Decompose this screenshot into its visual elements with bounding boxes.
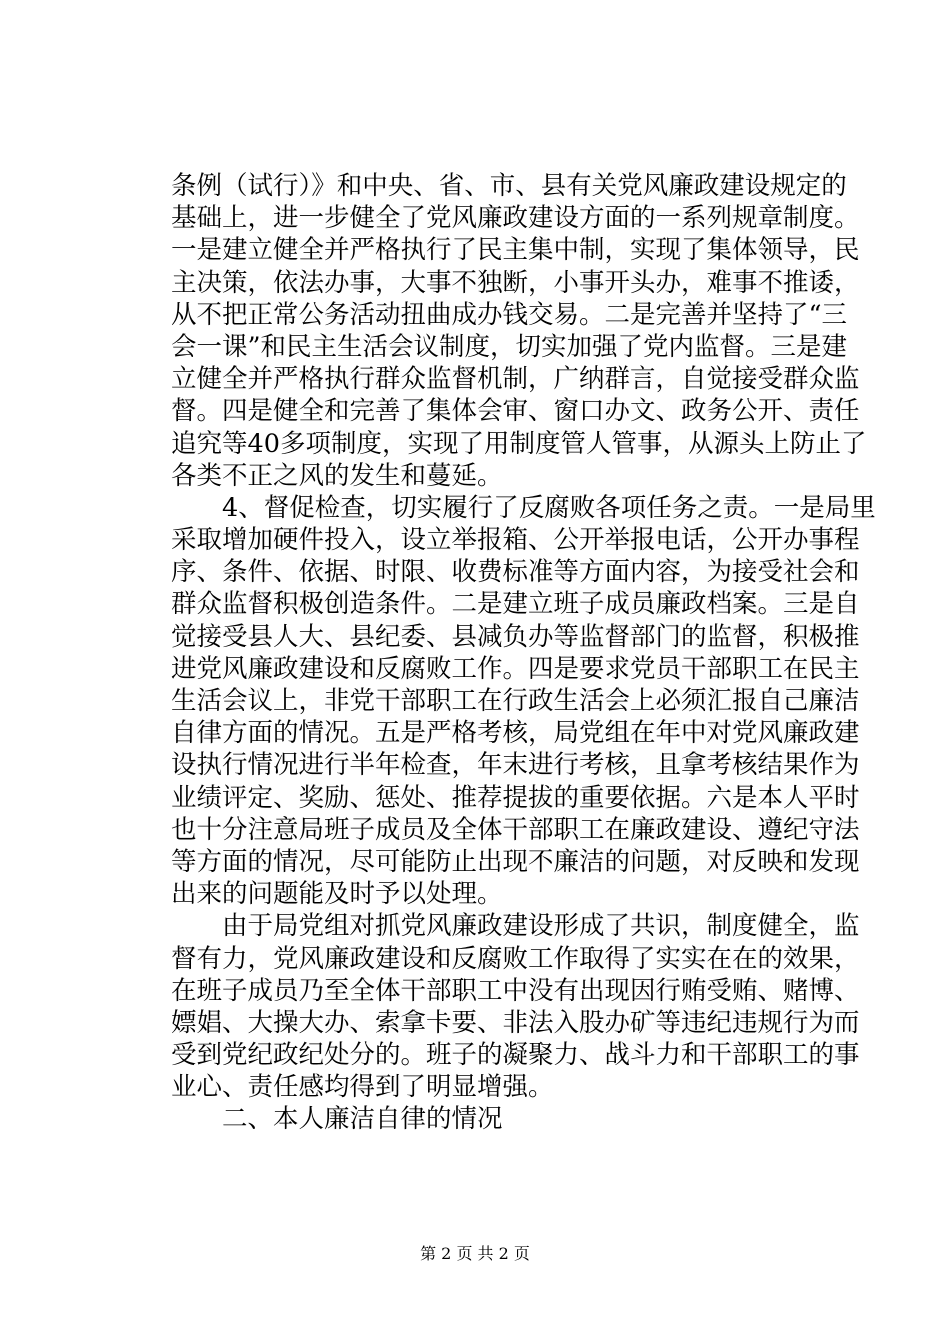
text-line: 序、条件、依据、时限、收费标准等方面内容，为接受社会和 <box>171 557 860 588</box>
text-line: 受到党纪政纪处分的。班子的凝聚力、战斗力和干部职工的事 <box>171 1040 860 1071</box>
text-line: 也十分注意局班子成员及全体干部职工在廉政建设、遵纪守法 <box>171 814 860 845</box>
text-line: 基础上，进一步健全了党风廉政建设方面的一系列规章制度。 <box>171 203 860 234</box>
text-line: 主决策，依法办事，大事不独断，小事开头办，难事不推诿， <box>171 267 860 298</box>
text-line: 由于局党组对抓党风廉政建设形成了共识，制度健全，监 <box>171 911 860 942</box>
text-line: 4、督促检查，切实履行了反腐败各项任务之责。一是局里 <box>171 492 876 523</box>
text-line: 进党风廉政建设和反腐败工作。四是要求党员干部职工在民主 <box>171 653 860 684</box>
text-line: 一是建立健全并严格执行了民主集中制，实现了集体领导，民 <box>171 235 860 266</box>
section-heading-text: 二、本人廉洁自律的情况 <box>171 1104 503 1135</box>
text-line: 从不把正常公务活动扭曲成办钱交易。二是完善并坚持了“三 <box>171 299 848 330</box>
text-line: 觉接受县人大、县纪委、县减负办等监督部门的监督，积极推 <box>171 621 860 652</box>
text-line: 设执行情况进行半年检查，年末进行考核，且拿考核结果作为 <box>171 750 860 781</box>
section-heading <box>171 1103 811 1135</box>
paragraph-results <box>171 910 860 1103</box>
text-line: 群众监督积极创造条件。二是建立班子成员廉政档案。三是自 <box>171 589 860 620</box>
text-line: 各类不正之风的发生和蔓延。 <box>171 460 503 491</box>
page-number-footer: 第 2 页 共 2 页 <box>420 1244 530 1263</box>
text-line: 出来的问题能及时予以处理。 <box>171 879 503 910</box>
text-line: 嫖娼、大操大办、索拿卡要、非法入股办矿等违纪违规行为而 <box>171 1007 860 1038</box>
text-line: 生活会议上，非党干部职工在行政生活会上必须汇报自己廉洁 <box>171 686 860 716</box>
text-line: 条例（试行）》和中央、省、市、县有关党风廉政建设规定的 <box>171 171 847 201</box>
text-line: 在班子成员乃至全体干部职工中没有出现因行贿受贿、赌博、 <box>171 975 860 1006</box>
text-line: 督。四是健全和完善了集体会审、窗口办文、政务公开、责任 <box>171 396 860 427</box>
text-line: 等方面的情况，尽可能防止出现不廉洁的问题，对反映和发现 <box>171 846 860 877</box>
paragraph-regulations <box>171 170 867 492</box>
paragraph-supervision <box>171 492 876 910</box>
text-line: 立健全并严格执行群众监督机制，广纳群言，自觉接受群众监 <box>171 364 860 395</box>
text-line: 督有力，党风廉政建设和反腐败工作取得了实实在在的效果， <box>171 943 860 974</box>
text-line: 业心、责任感均得到了明显增强。 <box>171 1072 554 1103</box>
text-line: 业绩评定、奖励、惩处、推荐提拔的重要依据。六是本人平时 <box>171 782 860 813</box>
text-line: 会一课”和民主生活会议制度，切实加强了党内监督。三是建 <box>171 331 848 362</box>
document-body <box>171 170 876 1136</box>
text-line: 自律方面的情况。五是严格考核，局党组在年中对党风廉政建 <box>171 718 860 749</box>
text-line: 采取增加硬件投入，设立举报箱、公开举报电话，公开办事程 <box>171 525 860 556</box>
text-line: 追究等40多项制度，实现了用制度管人管事，从源头上防止了 <box>171 428 867 459</box>
